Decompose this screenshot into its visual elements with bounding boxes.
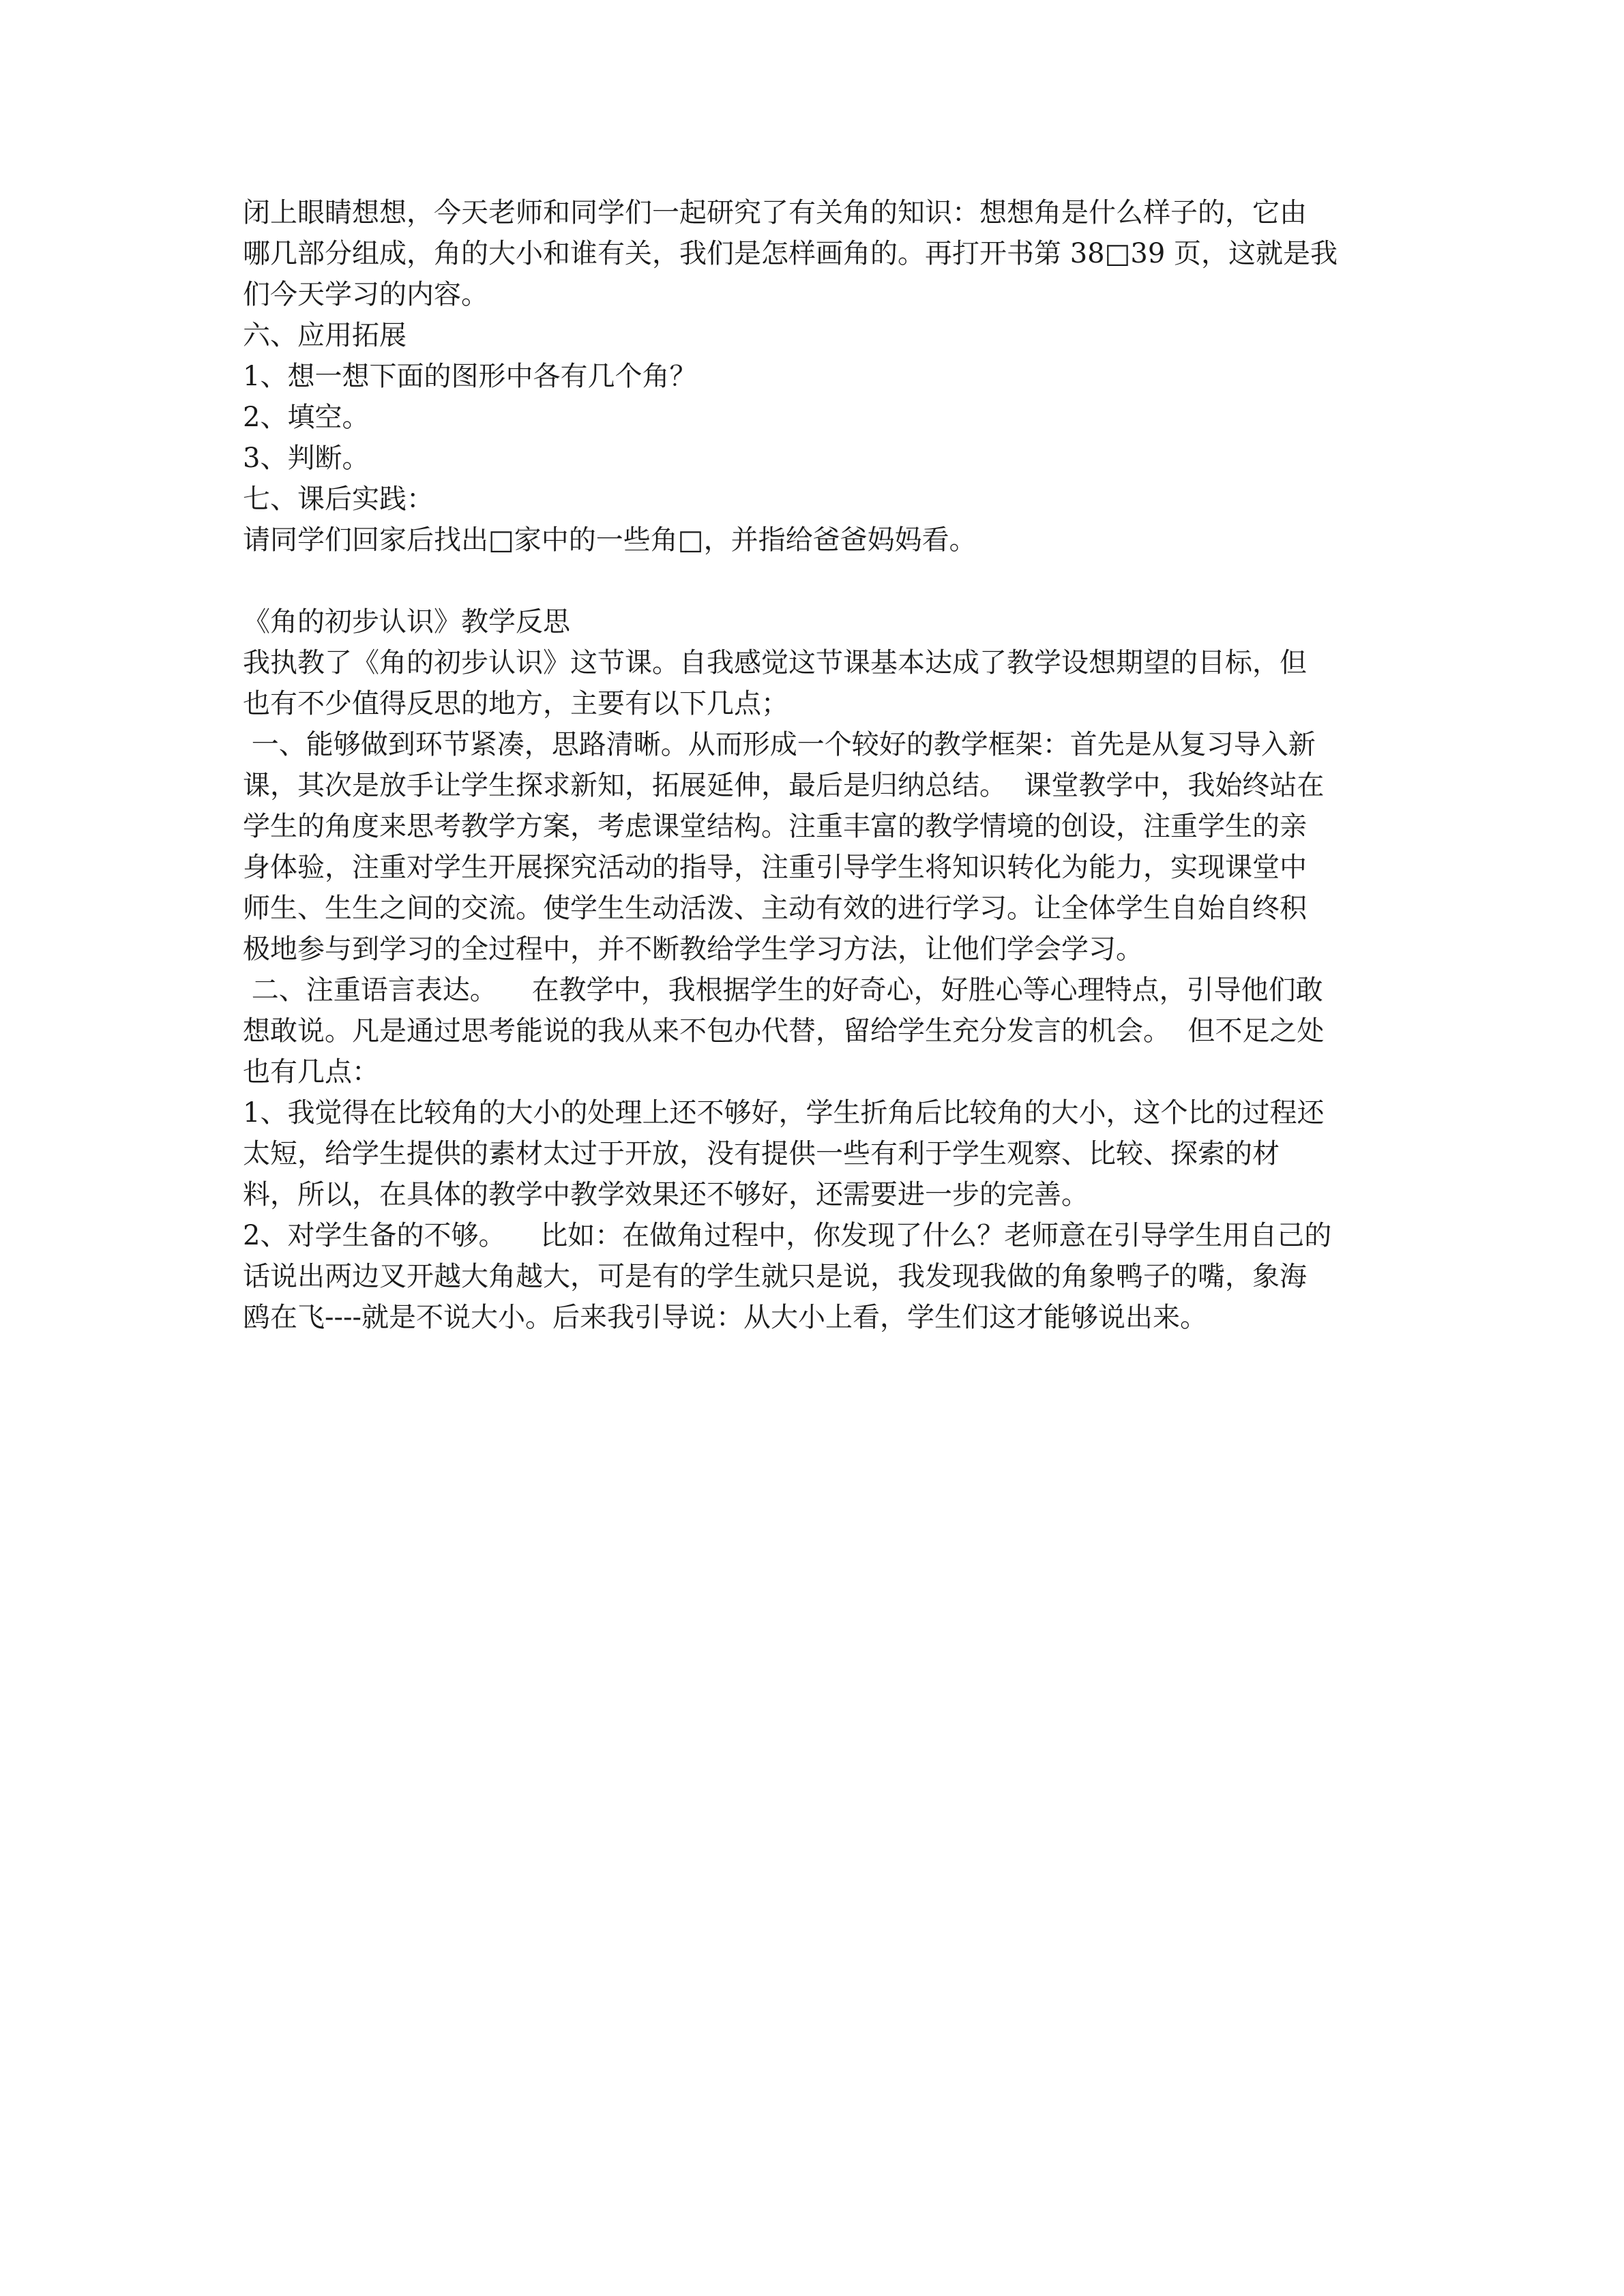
section-six-item-2: 2、填空。 [243,402,370,433]
point-two-line-3: 也有几点： [243,1056,379,1088]
point-one-line-3: 学生的角度来思考教学方案，考虑课堂结构。注重丰富的教学情境的创设，注重学生的亲 [243,811,1307,842]
point-one-line-1: 一、能够做到环节紧凑，思路清晰。从而形成一个较好的教学框架：首先是从复习导入新 [243,729,1316,760]
shortfall-two-line-2: 话说出两边叉开越大角越大，可是有的学生就只是说，我发现我做的角象鸭子的嘴，象海 [243,1261,1307,1292]
shortfall-two-line-3: 鸥在飞----就是不说大小。后来我引导说：从大小上看，学生们这才能够说出来。 [243,1302,1208,1333]
section-seven-text: 请同学们回家后找出□家中的一些角□，并指给爸爸妈妈看。 [243,524,977,556]
shortfall-one-line-3: 料，所以，在具体的教学中教学效果还不够好，还需要进一步的完善。 [243,1179,1089,1210]
point-one-line-6: 极地参与到学习的全过程中，并不断教给学生学习方法，让他们学会学习。 [243,934,1143,965]
section-six-item-3: 3、判断。 [243,443,370,474]
document-body [243,192,1396,1338]
shortfall-one-line-2: 太短，给学生提供的素材太过于开放，没有提供一些有利于学生观察、比较、探索的材 [243,1138,1280,1169]
reflection-intro-line-1: 我执教了《角的初步认识》这节课。自我感觉这节课基本达成了教学设想期望的目标，但 [243,647,1307,679]
point-two-line-2: 想敢说。凡是通过思考能说的我从来不包办代替，留给学生充分发言的机会。 但不足之处 [243,1015,1325,1047]
section-seven-heading: 七、课后实践： [243,483,434,515]
review-line-1: 闭上眼睛想想，今天老师和同学们一起研究了有关角的知识：想想角是什么样子的，它由 [243,197,1307,228]
reflection-title: 《角的初步认识》教学反思 [243,606,570,638]
review-line-3: 们今天学习的内容。 [243,279,488,310]
review-line-2: 哪几部分组成，角的大小和谁有关，我们是怎样画角的。再打开书第 38□39 页，这就是我 [243,238,1338,269]
point-one-line-5: 师生、生生之间的交流。使学生生动活泼、主动有效的进行学习。让全体学生自始自终积 [243,893,1307,924]
paragraph-spacer [243,561,1396,601]
section-six-item-1: 1、想一想下面的图形中各有几个角？ [243,361,697,392]
shortfall-one-line-1: 1、我觉得在比较角的大小的处理上还不够好，学生折角后比较角的大小，这个比的过程还 [243,1097,1325,1129]
reflection-intro-line-2: 也有不少值得反思的地方，主要有以下几点； [243,688,788,719]
point-one-line-4: 身体验，注重对学生开展探究活动的指导，注重引导学生将知识转化为能力，实现课堂中 [243,852,1307,883]
point-two-line-1: 二、注重语言表达。 在教学中，我根据学生的好奇心，好胜心等心理特点，引导他们敢 [243,974,1323,1006]
shortfall-two-line-1: 2、对学生备的不够。 比如：在做角过程中，你发现了什么？老师意在引导学生用自己的 [243,1220,1332,1251]
point-one-line-2: 课，其次是放手让学生探求新知，拓展延伸，最后是归纳总结。 课堂教学中，我始终站在 [243,770,1325,801]
section-six-heading: 六、应用拓展 [243,320,407,351]
